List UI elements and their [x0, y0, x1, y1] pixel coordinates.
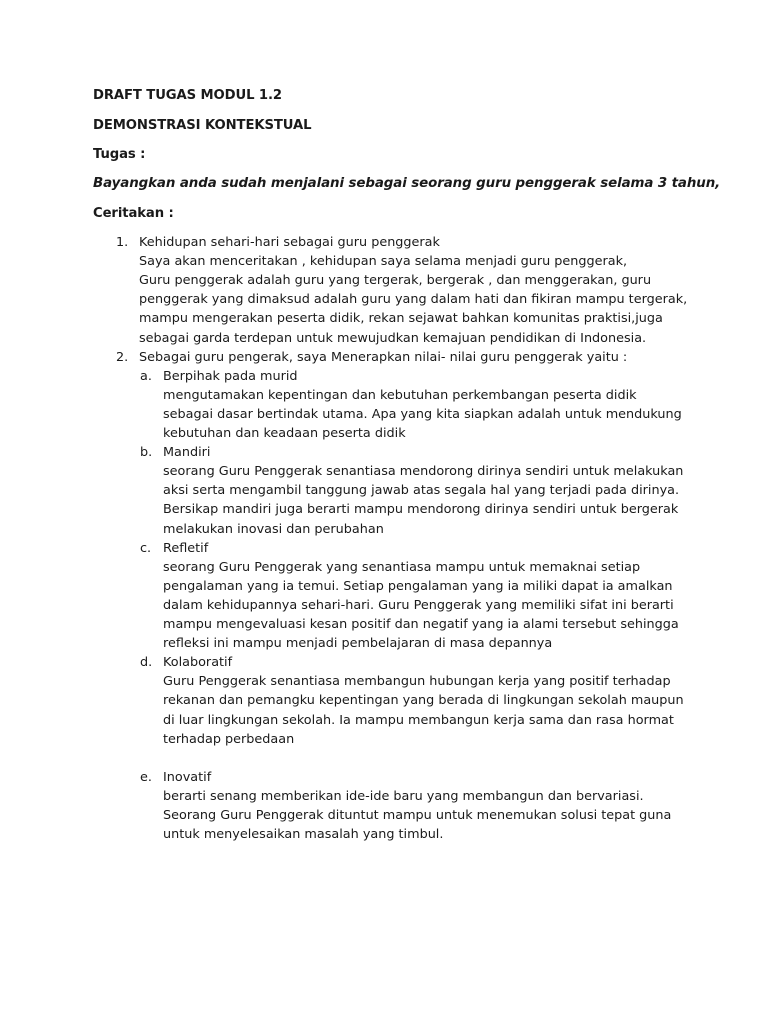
sublist-item-text: melakukan inovasi dan perubahan [163, 521, 384, 537]
task-text: Bayangkan anda sudah menjalani sebagai seorang guru penggerak selama 3 tahun, [93, 176, 721, 191]
sublist-item-text: dalam kehidupannya sehari-hari. Guru Penggerak yang memiliki sifat ini berarti [163, 597, 674, 613]
sublist-letter: b. [140, 445, 153, 461]
sublist-item-text: Seorang Guru Penggerak dituntut mampu untuk menemukan solusi tepat guna [163, 807, 672, 823]
sublist-item-text: Guru Penggerak senantiasa membangun hubungan kerja yang positif terhadap [163, 674, 671, 690]
sublist-item-text: refleksi ini mampu menjadi pembelajaran di masa depannya [163, 636, 553, 652]
list-item-text: Saya akan menceritakan , kehidupan saya selama menjadi guru penggerak, [139, 254, 628, 270]
list-item-text: sebagai garda terdepan untuk mewujudkan kemajuan pendidikan di Indonesia. [139, 330, 647, 346]
sublist-item-text: terhadap perbedaan [163, 731, 295, 747]
sublist-item-heading: Mandiri [163, 445, 211, 461]
list-item-text: penggerak yang dimaksud adalah guru yang dalam hati dan fikiran mampu tergerak, [139, 292, 688, 308]
sublist-item-text: kebutuhan dan keadaan peserta didik [163, 426, 406, 441]
list-number: 1. [116, 235, 129, 250]
list-item-text: mampu mengerakan peserta didik, rekan sejawat bahkan komunitas praktisi,juga [139, 311, 663, 327]
list-item-heading: Kehidupan sehari-hari sebagai guru penggerak [139, 235, 440, 250]
sublist-item-text: untuk menyelesaikan masalah yang timbul. [163, 827, 444, 842]
list-item-heading: Sebagai guru pengerak, saya Menerapkan nilai- nilai guru penggerak yaitu : [139, 349, 628, 365]
sublist-item-text: mengutamakan kepentingan dan kebutuhan perkembangan peserta didik [163, 387, 637, 403]
ceritakan-label: Ceritakan : [93, 206, 174, 221]
list-item-text: Guru penggerak adalah guru yang tergerak, bergerak , dan menggerakan, guru [139, 273, 652, 289]
document-subtitle: DEMONSTRASI KONTEKSTUAL [93, 118, 312, 133]
sublist-item-heading: Inovatif [163, 769, 212, 785]
sublist-item-text: seorang Guru Penggerak yang senantiasa mampu untuk memaknai setiap [163, 559, 641, 575]
sublist-item-text: Bersikap mandiri juga berarti mampu mendorong dirinya sendiri untuk bergerak [163, 502, 679, 518]
sublist-item-text: di luar lingkungan sekolah. Ia mampu membangun kerja sama dan rasa hormat [163, 712, 674, 728]
sublist-item-text: berarti senang memberikan ide-ide baru yang membangun dan bervariasi. [163, 788, 644, 804]
tugas-label: Tugas : [93, 147, 146, 162]
sublist-item-text: mampu mengevaluasi kesan positif dan negatif yang ia alami tersebut sehingga [163, 617, 679, 632]
list-number: 2. [116, 349, 129, 365]
sublist-item-text: sebagai dasar bertindak utama. Apa yang kita siapkan adalah untuk mendukung [163, 406, 682, 422]
sublist-item-heading: Berpihak pada murid [163, 368, 298, 384]
sublist-letter: d. [140, 655, 153, 671]
sublist-letter: c. [140, 540, 152, 556]
sublist-item-text: pengalaman yang ia temui. Setiap pengalaman yang ia miliki dapat ia amalkan [163, 578, 673, 594]
sublist-letter: a. [140, 368, 152, 384]
sublist-item-text: aksi serta mengambil tanggung jawab atas segala hal yang terjadi pada dirinya. [163, 483, 680, 499]
sublist-item-heading: Refletif [163, 540, 209, 556]
sublist-item-heading: Kolaboratif [163, 655, 233, 671]
sublist-item-text: seorang Guru Penggerak senantiasa mendorong dirinya sendiri untuk melakukan [163, 464, 684, 480]
document-title: DRAFT TUGAS MODUL 1.2 [93, 88, 282, 103]
sublist-item-text: rekanan dan pemangku kepentingan yang berada di lingkungan sekolah maupun [163, 693, 684, 709]
sublist-letter: e. [140, 769, 152, 785]
